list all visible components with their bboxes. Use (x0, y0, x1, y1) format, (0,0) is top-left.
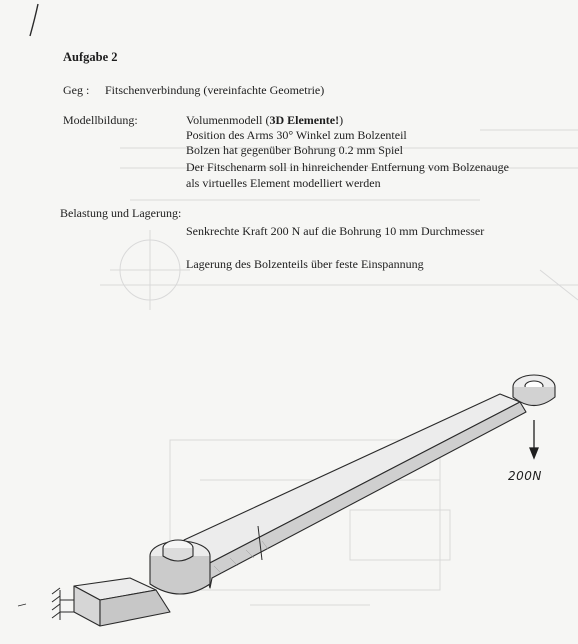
force-arrow (530, 420, 538, 458)
load-line-1: Senkrechte Kraft 200 N auf die Bohrung 10 mm Durchmesser (186, 224, 485, 238)
modeling-line-2: Position des Arms 30° Winkel zum Bolzenteil (186, 128, 407, 142)
given-text: Fitschenverbindung (vereinfachte Geometrie) (105, 83, 325, 97)
arm-top-face (184, 394, 520, 566)
modeling-line-1: Volumenmodell (3D Elemente!) (186, 113, 344, 127)
given-label: Geg : (63, 83, 90, 97)
modeling-line-5: als virtuelles Element modelliert werden (186, 176, 381, 190)
pen-mark (30, 4, 38, 36)
load-label: Belastung und Lagerung: (60, 206, 182, 220)
bolt-head-side (163, 548, 193, 561)
modeling-line-3: Bolzen hat gegenüber Bohrung 0.2 mm Spiel (186, 143, 403, 157)
bolt-boss-side (150, 556, 210, 594)
modeling-label: Modellbildung: (63, 113, 138, 127)
modeling-line-4: Der Fitschenarm soll in hinreichender Entfernung vom Bolzenauge (186, 160, 509, 174)
arm-front-face (204, 402, 526, 588)
force-label: 200N (508, 469, 542, 483)
task-title: Aufgabe 2 (63, 50, 118, 64)
load-line-2: Lagerung des Bolzenteils über feste Einspannung (186, 257, 424, 271)
